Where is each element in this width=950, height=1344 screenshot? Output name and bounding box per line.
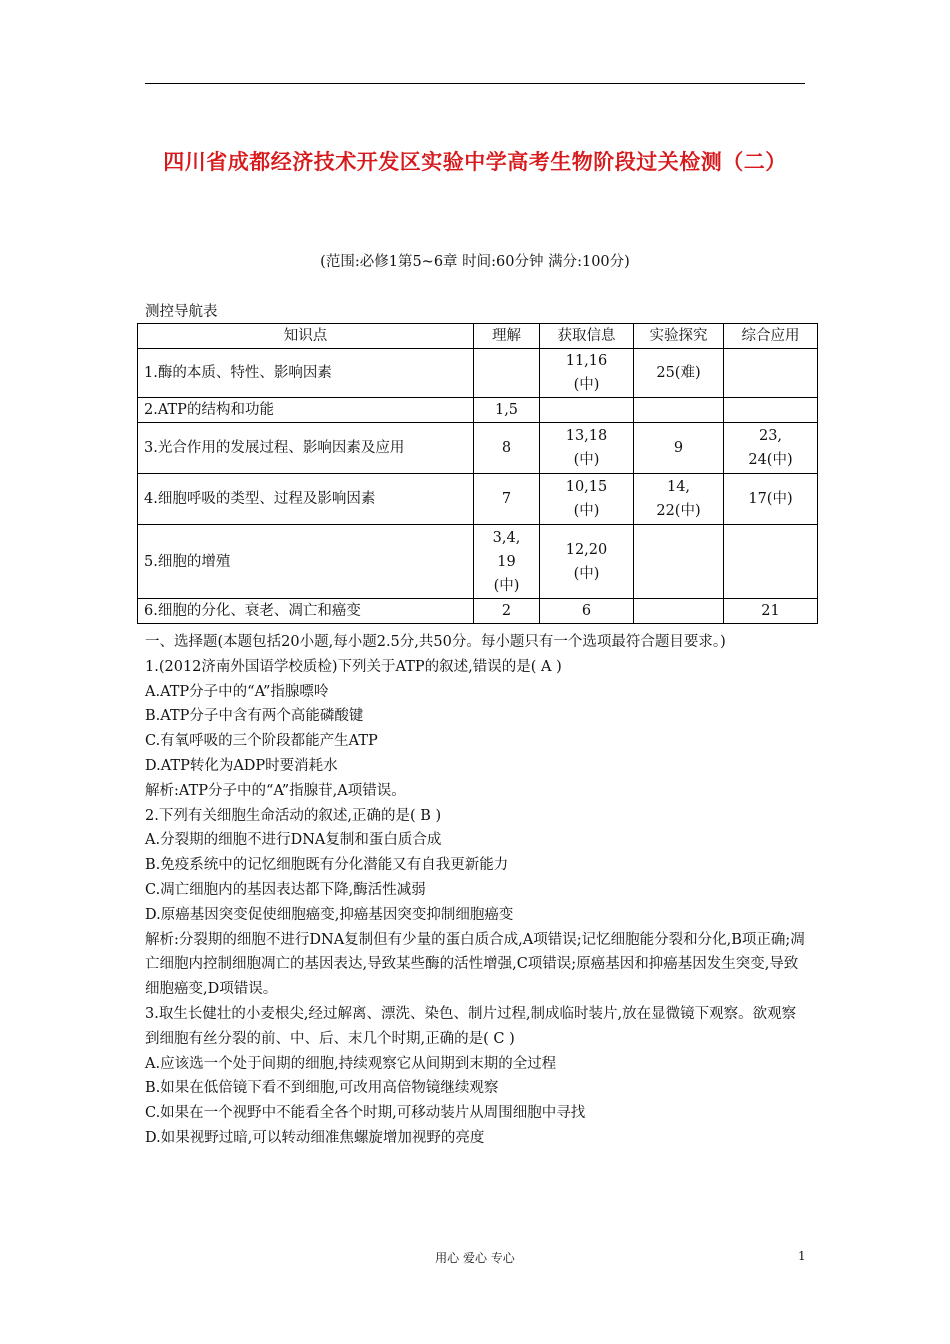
table-cell: 3,4, 19 (中): [474, 525, 540, 599]
table-cell: 11,16 (中): [540, 349, 634, 398]
exam-scope: (范围:必修1第5~6章 时间:60分钟 满分:100分): [320, 254, 630, 270]
table-header-row: [138, 324, 818, 349]
question-option: C.有氧呼吸的三个阶段都能产生ATP: [145, 733, 378, 750]
table-cell-topic: 3.光合作用的发展过程、影响因素及应用: [138, 423, 474, 474]
header-cell-application: 综合应用: [724, 324, 818, 349]
table-cell: 12,20 (中): [540, 525, 634, 599]
table-cell: [724, 398, 818, 423]
table-row: [138, 423, 818, 474]
question-list: [145, 655, 810, 1151]
table-cell-topic: 5.细胞的增殖: [138, 525, 474, 599]
table-cell: 10,15 (中): [540, 474, 634, 525]
question-analysis: 解析:ATP分子中的“A”指腺苷,A项错误。: [145, 782, 406, 799]
table-caption: 测控导航表: [145, 304, 218, 320]
question-option: C.如果在一个视野中不能看全各个时期,可移动装片从周围细胞中寻找: [145, 1105, 586, 1122]
table-cell: 21: [724, 599, 818, 624]
table-cell: [540, 398, 634, 423]
table-cell: 13,18 (中): [540, 423, 634, 474]
question-option: B.免疫系统中的记忆细胞既有分化潜能又有自我更新能力: [145, 857, 509, 874]
header-cell-topic: 知识点: [138, 324, 474, 349]
header-cell-experiment: 实验探究: [634, 324, 724, 349]
table-cell-topic: 6.细胞的分化、衰老、凋亡和癌变: [138, 599, 474, 624]
questions-section: [145, 630, 810, 1151]
table-cell-topic: 4.细胞呼吸的类型、过程及影响因素: [138, 474, 474, 525]
question-option: D.ATP转化为ADP时要消耗水: [145, 757, 338, 774]
table-cell-topic: 2.ATP的结构和功能: [138, 398, 474, 423]
table-row: [138, 474, 818, 525]
footer-slogan: 用心 爱心 专心: [435, 1251, 515, 1265]
table-row: [138, 525, 818, 599]
table-cell: [724, 525, 818, 599]
table-cell: 7: [474, 474, 540, 525]
table-row: [138, 599, 818, 624]
question-stem: 2.下列有关细胞生命活动的叙述,正确的是( B ): [145, 807, 442, 824]
table-cell: [634, 525, 724, 599]
page-number: 1: [798, 1249, 806, 1263]
table-cell-topic: 1.酶的本质、特性、影响因素: [138, 349, 474, 398]
question-option: A.分裂期的细胞不进行DNA复制和蛋白质合成: [145, 832, 442, 849]
section-heading: 一、选择题(本题包括20小题,每小题2.5分,共50分。每小题只有一个选项最符合题目要求。): [145, 634, 726, 650]
table-cell: [634, 599, 724, 624]
table-cell: 9: [634, 423, 724, 474]
question-stem: 1.(2012济南外国语学校质检)下列关于ATP的叙述,错误的是( A ): [145, 658, 562, 675]
table-cell: 25(难): [634, 349, 724, 398]
table-cell: [474, 349, 540, 398]
table-cell: [724, 349, 818, 398]
question-option: B.如果在低倍镜下看不到细胞,可改用高倍物镜继续观察: [145, 1080, 499, 1097]
table-cell: 6: [540, 599, 634, 624]
header-rule: [145, 83, 805, 84]
table-cell: 8: [474, 423, 540, 474]
table-cell: 1,5: [474, 398, 540, 423]
question-option: A.ATP分子中的“A”指腺嘌呤: [145, 683, 329, 700]
table-cell: 17(中): [724, 474, 818, 525]
table-row: [138, 349, 818, 398]
navigation-table: [137, 323, 818, 624]
table-cell: [634, 398, 724, 423]
table-cell: 2: [474, 599, 540, 624]
table-body: [138, 349, 818, 624]
header-cell-understand: 理解: [474, 324, 540, 349]
page-title: 四川省成都经济技术开发区实验中学高考生物阶段过关检测（二）: [163, 150, 787, 174]
question-option: B.ATP分子中含有两个高能磷酸键: [145, 708, 364, 725]
table-cell: 23, 24(中): [724, 423, 818, 474]
header-cell-info: 获取信息: [540, 324, 634, 349]
question-analysis: 解析:分裂期的细胞不进行DNA复制但有少量的蛋白质合成,A项错误;记忆细胞能分裂和分化,B项正确;凋亡细胞内控制细胞凋亡的基因表达,导致某些酶的活性增强,C项错误;原癌基因和抑癌基因发生突变,导致细胞癌变,D项错误。: [145, 931, 805, 998]
question-option: D.原癌基因突变促使细胞癌变,抑癌基因突变抑制细胞癌变: [145, 906, 514, 923]
table-cell: 14, 22(中): [634, 474, 724, 525]
question-option: C.凋亡细胞内的基因表达都下降,酶活性减弱: [145, 881, 426, 898]
question-stem: 3.取生长健壮的小麦根尖,经过解离、漂洗、染色、制片过程,制成临时装片,放在显微镜下观察。欲观察到细胞有丝分裂的前、中、后、末几个时期,正确的是( C ): [145, 1005, 797, 1047]
question-option: A.应该选一个处于间期的细胞,持续观察它从间期到末期的全过程: [145, 1055, 557, 1072]
question-option: D.如果视野过暗,可以转动细准焦螺旋增加视野的亮度: [145, 1129, 485, 1146]
table-row: [138, 398, 818, 423]
